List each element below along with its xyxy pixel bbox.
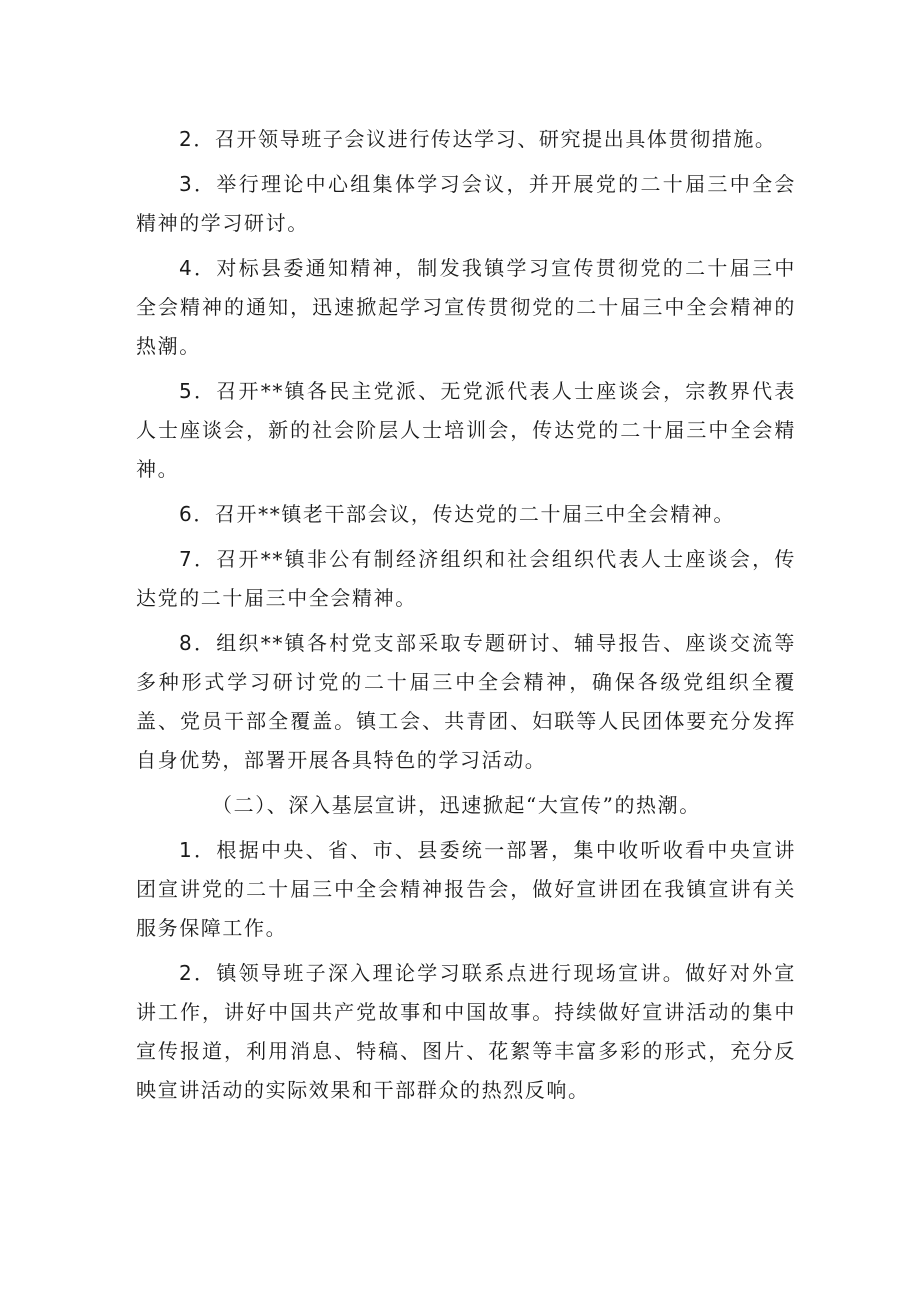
item-number: 4 [179,256,194,280]
paragraph-item-6 [136,495,796,534]
item-text: ．对标县委通知精神，制发我镇学习宣传贯彻党的二十届三中全会精神的通知，迅速掀起学习宣传贯彻党的二十届三中全会精神的热潮。 [136,256,796,358]
item-number: 7 [179,547,194,571]
paragraph-item-5 [136,372,796,489]
item-text: ．召开**镇各民主党派、无党派代表人士座谈会，宗教界代表人士座谈会，新的社会阶层人士培训会，传达党的二十届三中全会精神。 [136,379,796,481]
item-text: ．组织**镇各村党支部采取专题研讨、辅导报告、座谈交流等多种形式学习研讨党的二十届三中全会精神，确保各级党组织全覆盖、党员干部全覆盖。镇工会、共青团、妇联等人民团体要充分发挥自身优势，部署开展各具特色的学习活动。 [136,631,796,772]
item-text: ．镇领导班子深入理论学习联系点进行现场宣讲。做好对外宣讲工作，讲好中国共产党故事和中国故事。持续做好宣讲活动的集中宣传报道，利用消息、特稿、图片、花絮等丰富多彩的形式，充分反映宣讲活动的实际效果和干部群众的热烈反响。 [136,961,796,1102]
item-text: ．召开**镇非公有制经济组织和社会组织代表人士座谈会，传达党的二十届三中全会精神。 [136,547,796,610]
item-number: 2 [179,961,194,985]
item-text: ．召开**镇老干部会议，传达党的二十届三中全会精神。 [193,502,735,526]
item-text: ．召开领导班子会议进行传达学习、研究提出具体贯彻措施。 [193,127,777,151]
item-number: 3 [179,172,194,196]
item-number: 2 [179,127,194,151]
item-text: ．举行理论中心组集体学习会议，并开展党的二十届三中全会精神的学习研讨。 [136,172,796,235]
section-heading: （二）、深入基层宣讲，迅速掀起“大宣传”的热潮。 [212,793,701,817]
item-number: 6 [179,502,194,526]
item-number: 1 [179,838,194,862]
section-paragraph-item-1 [136,831,796,948]
item-number: 5 [179,379,194,403]
item-number: 8 [179,631,194,655]
paragraph-item-4 [136,249,796,366]
paragraph-item-7 [136,540,796,618]
paragraph-item-3 [136,165,796,243]
item-text: ．根据中央、省、市、县委统一部署，集中收听收看中央宣讲团宣讲党的二十届三中全会精神报告会，做好宣讲团在我镇宣讲有关服务保障工作。 [136,838,796,940]
section-paragraph-item-2 [136,954,796,1110]
document-body [136,120,796,1116]
paragraph-item-8 [136,624,796,780]
paragraph-item-2 [136,120,796,159]
